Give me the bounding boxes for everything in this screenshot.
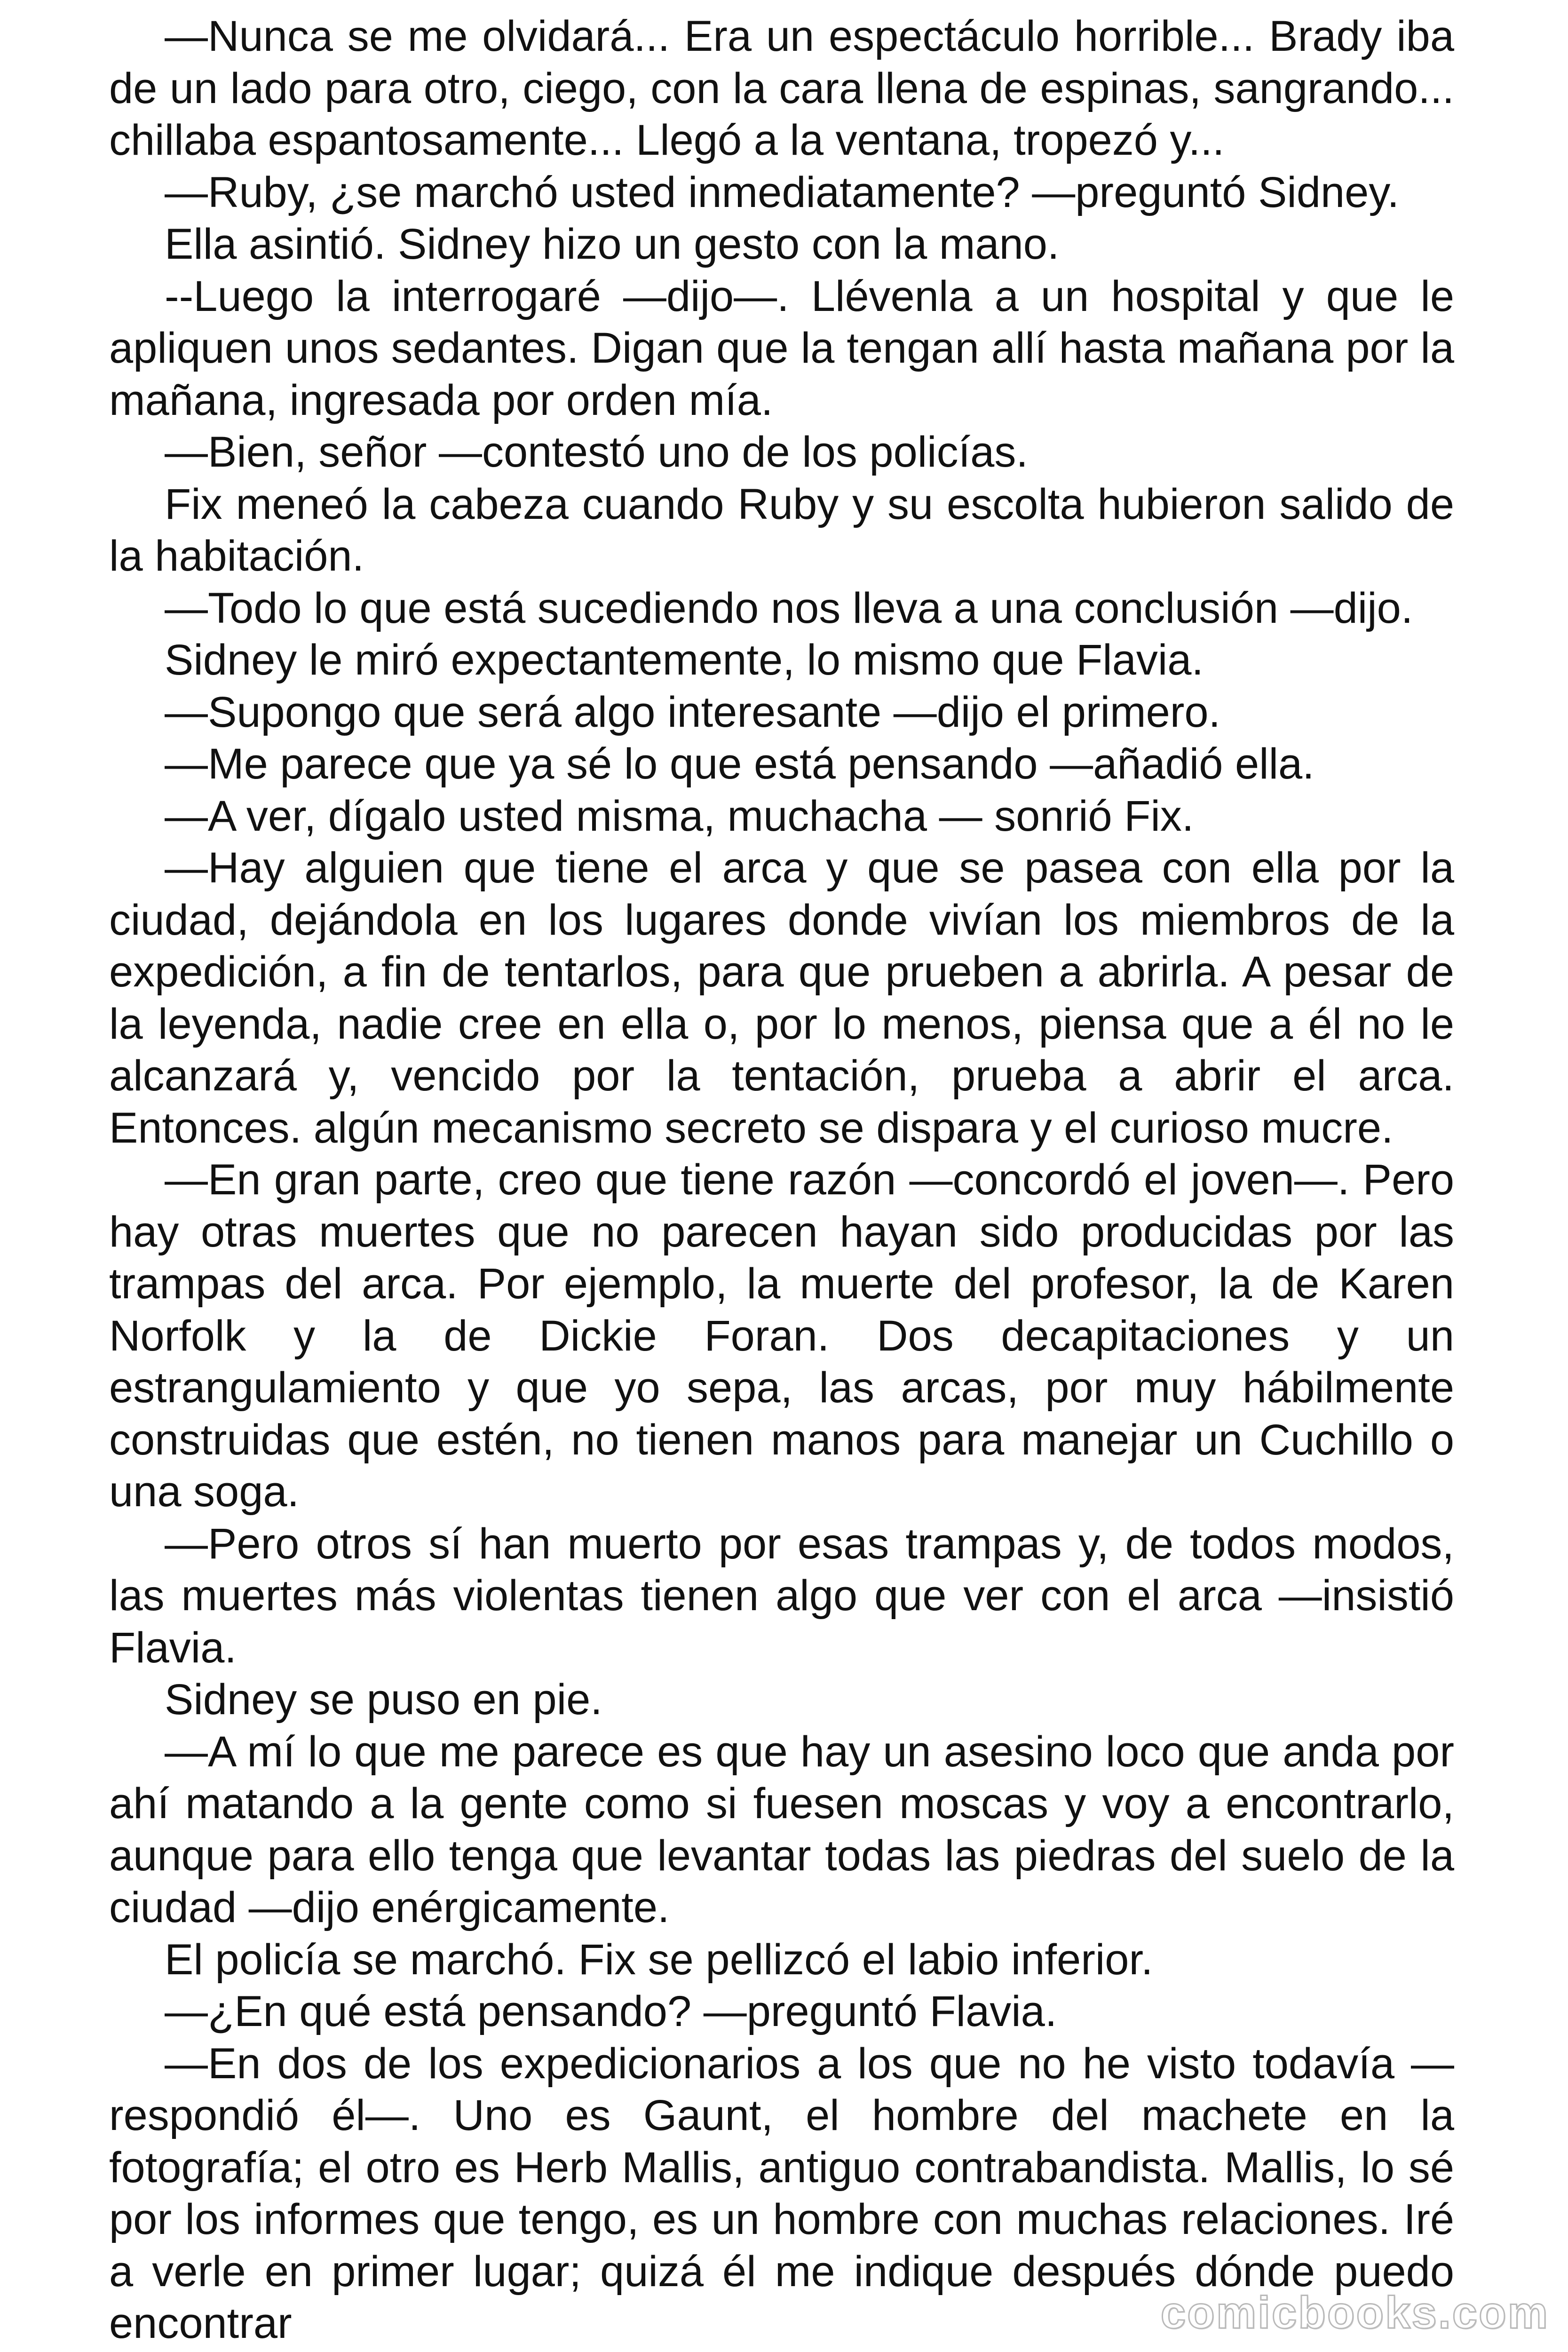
paragraph: —Me parece que ya sé lo que está pensando —añadió ella. <box>165 740 1315 788</box>
book-page <box>109 10 1454 2350</box>
paragraph: Fix meneó la cabeza cuando Ruby y su escolta hubieron salido de la habitación. <box>109 480 1454 580</box>
paragraph: —Pero otros sí han muerto por esas trampas y, de todos modos, las muertes más violentas tienen algo que ver con el arca —insistió Flavia. <box>109 1519 1454 1672</box>
paragraph: —Nunca se me olvidará... Era un espectáculo horrible... Brady iba de un lado para otro, ciego, con la cara llena de espinas, sangrando... chillaba espantosamente... Llegó a la ventana, tropezó y... <box>109 12 1454 164</box>
paragraph: —Hay alguien que tiene el arca y que se pasea con ella por la ciudad, dejándola en los lugares donde vivían los miembros de la expedición, a fin de tentarlos, para que prueben a abrirla. A pesar de la leyenda, nadie cree en ella o, por lo menos, piensa que a él no le alcanzará y, vencido por la tentación, prueba a abrir el arca. Entonces. algún mecanismo secreto se dispara y el curioso mucre. <box>109 844 1454 1152</box>
paragraph: —A mí lo que me parece es que hay un asesino loco que anda por ahí matando a la gente como si fuesen moscas y voy a encontrarlo, aunque para ello tenga que levantar todas las piedras del suelo de la ciudad —dijo enérgicamente. <box>109 1727 1454 1931</box>
paragraph: —Ruby, ¿se marchó usted inmediatamente? —preguntó Sidney. <box>165 168 1400 216</box>
paragraph: —Supongo que será algo interesante —dijo el primero. <box>165 688 1221 736</box>
paragraph: —A ver, dígalo usted misma, muchacha — sonrió Fix. <box>165 792 1194 840</box>
paragraph: Ella asintió. Sidney hizo un gesto con la mano. <box>165 220 1060 268</box>
paragraph: —¿En qué está pensando? —preguntó Flavia. <box>165 1987 1057 2035</box>
paragraph: El policía se marchó. Fix se pellizcó el labio inferior. <box>165 1935 1153 1984</box>
paragraph: —En gran parte, creo que tiene razón —concordó el joven—. Pero hay otras muertes que no parecen hayan sido producidas por las trampas del arca. Por ejemplo, la muerte del profesor, la de Karen Norfolk y la de Dickie Foran. Dos decapitaciones y un estrangulamiento y que yo sepa, las arcas, por muy hábilmente construidas que estén, no tienen manos para manejar un Cuchillo o una soga. <box>109 1156 1454 1516</box>
paragraph: —Todo lo que está sucediendo nos lleva a una conclusión —dijo. <box>165 584 1413 632</box>
paragraph: Sidney le miró expectantemente, lo mismo que Flavia. <box>165 636 1204 684</box>
paragraph: —En dos de los expedicionarios a los que no he visto todavía — respondió él—. Uno es Gaunt, el hombre del machete en la fotografía; el otro es Herb Mallis, antiguo contrabandista. Mallis, lo sé por los informes que tengo, es un hombre con muchas relaciones. Iré a verle en primer lugar; quizá él me indique después dónde puedo encontrar <box>109 2039 1454 2347</box>
watermark: comicbooks.com <box>1160 2288 1549 2338</box>
paragraph: Sidney se puso en pie. <box>165 1676 602 1724</box>
paragraph: --Luego la interrogaré —dijo—. Llévenla a un hospital y que le apliquen unos sedantes. Digan que la tengan allí hasta mañana por la mañana, ingresada por orden mía. <box>109 272 1454 424</box>
paragraph: —Bien, señor —contestó uno de los policías. <box>165 428 1028 476</box>
